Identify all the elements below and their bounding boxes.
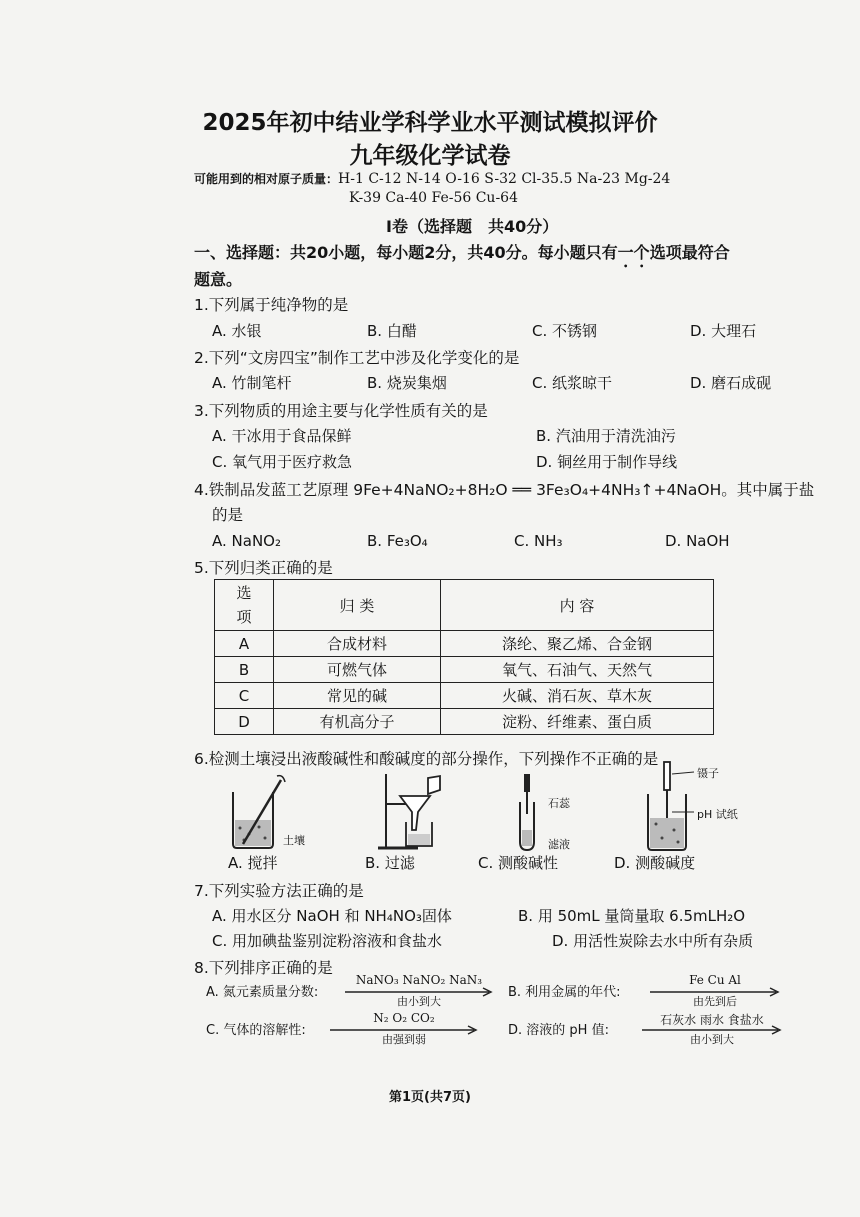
atomic-masses-label: 可能用到的相对原子质量：	[194, 172, 339, 186]
filtrate-label: 滤液	[548, 838, 570, 851]
row-c-content: 火碱、消石灰、草木灰	[441, 683, 714, 709]
q6-option-d[interactable]: D. 测酸碱度	[614, 854, 696, 872]
q8-a-items: NaNO₃ NaNO₂ NaN₃	[355, 973, 483, 987]
q4-option-c[interactable]: C. NH₃	[514, 532, 563, 550]
q8-c-direction: 由强到弱	[382, 1033, 426, 1046]
ph-paper-beaker-diagram	[642, 760, 702, 852]
q6-stem: 6.检测土壤浸出液酸碱性和酸碱度的部分操作，下列操作不正确的是	[194, 750, 659, 768]
table-header-row	[215, 580, 714, 631]
row-b-content: 氧气、石油气、天然气	[441, 657, 714, 683]
atomic-masses-values-2: K-39 Ca-40 Fe-56 Cu-64	[349, 190, 518, 206]
litmus-label: 石蕊	[548, 797, 570, 810]
section-intro-part1: 一、选择题：共20小题，每小题2分，共40分。每小题只有	[194, 243, 618, 262]
q4-stem-line2: 的是	[212, 506, 244, 524]
row-d-category: 有机高分子	[274, 709, 441, 735]
q2-option-b[interactable]: B. 烧炭集烟	[367, 374, 447, 392]
q4-option-a[interactable]: A. NaNO₂	[212, 532, 281, 550]
q8-option-a[interactable]: A. 氮元素质量分数:	[206, 985, 319, 1000]
row-c-category: 常见的碱	[274, 683, 441, 709]
litmus-test-tube-diagram	[512, 772, 552, 852]
volume-title: I卷（选择题 共40分）	[386, 217, 559, 236]
q2-option-d[interactable]: D. 磨石成砚	[690, 374, 772, 392]
q4-stem: 4.铁制品发蓝工艺原理 9Fe+4NaNO₂+8H₂O ══ 3Fe₃O₄+4NH₃↑+4NaOH。其中属于盐	[194, 481, 815, 499]
q3-option-d[interactable]: D. 铜丝用于制作导线	[536, 453, 678, 471]
q7-option-c[interactable]: C. 用加碘盐鉴别淀粉溶液和食盐水	[212, 932, 443, 950]
q7-option-d[interactable]: D. 用活性炭除去水中所有杂质	[552, 932, 754, 950]
page-number: 第1页(共7页)	[389, 1090, 471, 1105]
section-intro	[194, 240, 730, 271]
header-option	[215, 580, 274, 631]
q3-option-a[interactable]: A. 干冰用于食品保鲜	[212, 427, 352, 445]
tweezers-label: 镊子	[697, 767, 719, 780]
row-b-option: B	[215, 657, 274, 683]
q3-stem: 3.下列物质的用途主要与化学性质有关的是	[194, 402, 488, 420]
ph-paper-label: pH 试纸	[697, 808, 738, 821]
section-intro-emphasis: 一个	[617, 243, 650, 262]
section-intro-part2: 选项最符合	[649, 243, 730, 262]
table-row	[215, 683, 714, 709]
q8-stem: 8.下列排序正确的是	[194, 959, 333, 977]
q8-option-d[interactable]: D. 溶液的 pH 值:	[508, 1023, 609, 1038]
q8-c-items: N₂ O₂ CO₂	[373, 1011, 435, 1025]
q7-stem: 7.下列实验方法正确的是	[194, 882, 364, 900]
q8-d-direction: 由小到大	[690, 1033, 734, 1046]
q2-option-a[interactable]: A. 竹制笔杆	[212, 374, 292, 392]
header-option-text: 选项	[236, 584, 252, 626]
q8-a-direction: 由小到大	[397, 995, 441, 1008]
q5-classification-table	[214, 579, 714, 735]
q2-option-c[interactable]: C. 纸浆晾干	[532, 374, 613, 392]
q3-option-b[interactable]: B. 汽油用于清洗油污	[536, 427, 676, 445]
q8-b-direction: 由先到后	[693, 995, 737, 1008]
q1-option-c[interactable]: C. 不锈钢	[532, 322, 598, 340]
row-c-option: C	[215, 683, 274, 709]
atomic-masses-line1	[194, 170, 670, 187]
q7-option-b[interactable]: B. 用 50mL 量筒量取 6.5mLH₂O	[518, 907, 746, 925]
q1-option-a[interactable]: A. 水银	[212, 322, 262, 340]
q3-option-c[interactable]: C. 氧气用于医疗救急	[212, 453, 353, 471]
q6-option-a[interactable]: A. 搅拌	[228, 854, 278, 872]
atomic-masses-values-1: H-1 C-12 N-14 O-16 S-32 Cl-35.5 Na-23 Mg-24	[338, 171, 671, 187]
row-d-content: 淀粉、纤维素、蛋白质	[441, 709, 714, 735]
q8-b-items: Fe Cu Al	[689, 973, 741, 987]
q4-option-b[interactable]: B. Fe₃O₄	[367, 532, 428, 550]
soil-label: 土壤	[283, 834, 305, 847]
q6-option-b[interactable]: B. 过滤	[365, 854, 415, 872]
q8-option-c[interactable]: C. 气体的溶解性:	[206, 1023, 306, 1038]
q5-stem: 5.下列归类正确的是	[194, 559, 333, 577]
row-b-category: 可燃气体	[274, 657, 441, 683]
row-a-content: 涤纶、聚乙烯、合金钢	[441, 631, 714, 657]
exam-subtitle: 九年级化学试卷	[349, 143, 511, 169]
q7-option-a[interactable]: A. 用水区分 NaOH 和 NH₄NO₃固体	[212, 907, 452, 925]
section-intro-line2: 题意。	[194, 270, 243, 289]
q1-option-b[interactable]: B. 白醋	[367, 322, 417, 340]
row-a-category: 合成材料	[274, 631, 441, 657]
row-d-option: D	[215, 709, 274, 735]
header-category: 归 类	[274, 580, 441, 631]
q8-d-items: 石灰水 雨水 食盐水	[660, 1013, 764, 1027]
filtration-diagram	[378, 772, 458, 852]
header-content: 内 容	[441, 580, 714, 631]
exam-title: 2025年初中结业学科学业水平测试模拟评价	[202, 110, 658, 136]
q2-stem: 2.下列“文房四宝”制作工艺中涉及化学变化的是	[194, 349, 520, 367]
table-row	[215, 657, 714, 683]
q6-option-c[interactable]: C. 测酸碱性	[478, 854, 559, 872]
q1-stem: 1.下列属于纯净物的是	[194, 296, 349, 314]
table-row	[215, 631, 714, 657]
q8-option-b[interactable]: B. 利用金属的年代:	[508, 985, 621, 1000]
table-row	[215, 709, 714, 735]
row-a-option: A	[215, 631, 274, 657]
q4-option-d[interactable]: D. NaOH	[665, 532, 730, 550]
q1-option-d[interactable]: D. 大理石	[690, 322, 757, 340]
